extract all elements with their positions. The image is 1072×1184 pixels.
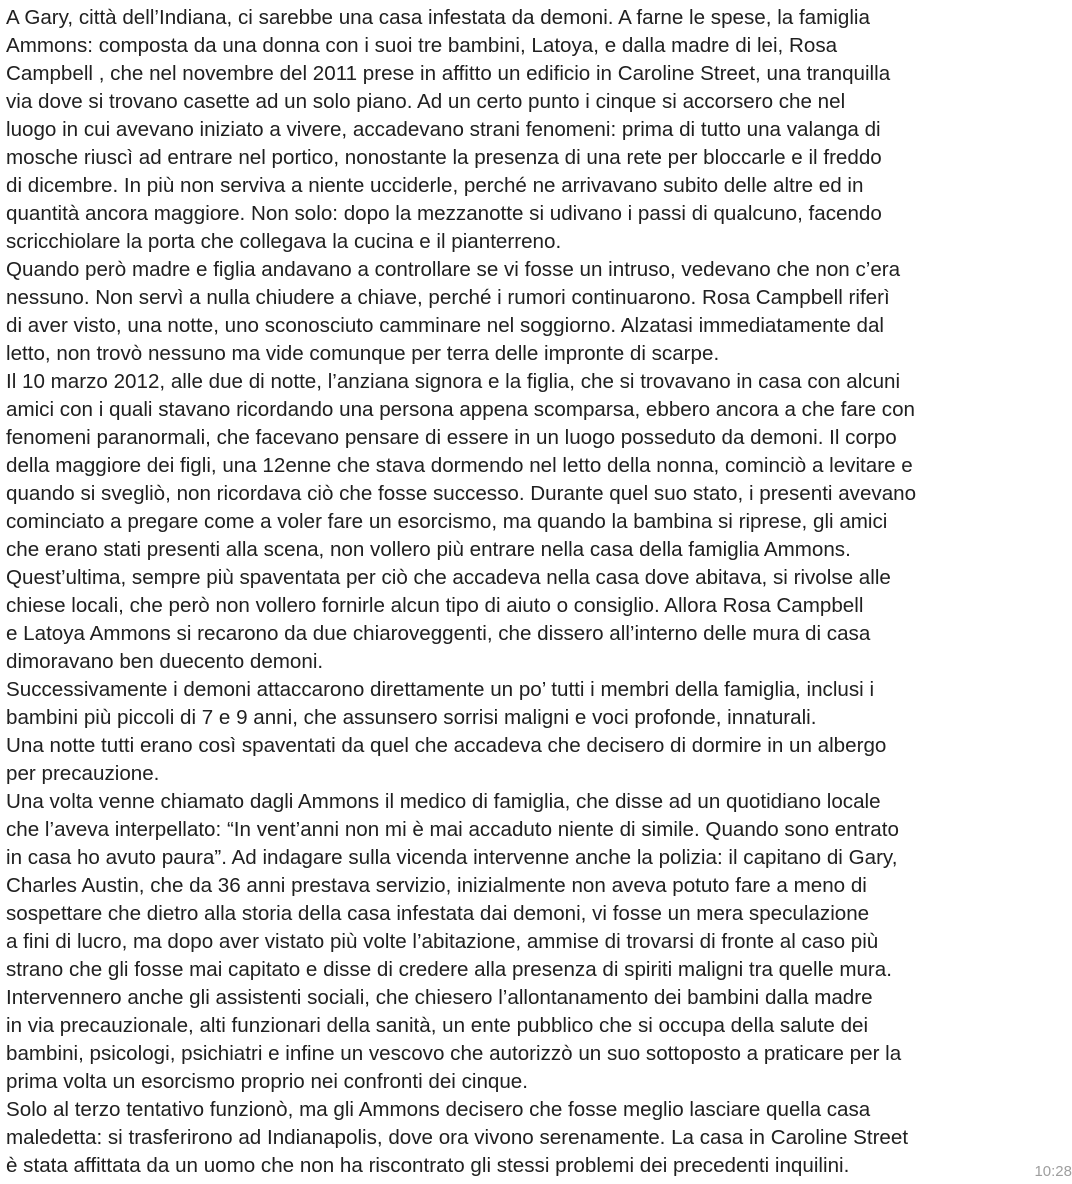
message-line: fenomeni paranormali, che facevano pensare di essere in un luogo posseduto da demoni. Il corpo: [6, 426, 897, 449]
message-line: Intervennero anche gli assistenti sociali, che chiesero l’allontanamento dei bambini dalla madre: [6, 986, 873, 1009]
message-line: Solo al terzo tentativo funzionò, ma gli Ammons decisero che fosse meglio lasciare quella casa: [6, 1098, 871, 1121]
message-line: quantità ancora maggiore. Non solo: dopo la mezzanotte si udivano i passi di qualcuno, facendo: [6, 202, 882, 225]
message-line: e Latoya Ammons si recarono da due chiaroveggenti, che dissero all’interno delle mura di casa: [6, 622, 871, 645]
message-line: bambini più piccoli di 7 e 9 anni, che assunsero sorrisi maligni e voci profonde, innaturali.: [6, 706, 817, 729]
message-line: a fini di lucro, ma dopo aver vistato più volte l’abitazione, ammise di trovarsi di fronte al caso più: [6, 930, 879, 953]
message-line: Campbell , che nel novembre del 2011 prese in affitto un edificio in Caroline Street, una tranquilla: [6, 62, 891, 85]
message-line: amici con i quali stavano ricordando una persona appena scomparsa, ebbero ancora a che fare con: [6, 398, 915, 421]
message-line: A Gary, città dell’Indiana, ci sarebbe una casa infestata da demoni. A farne le spese, la famiglia: [6, 6, 870, 29]
message-line: Una notte tutti erano così spaventati da quel che accadeva che decisero di dormire in un albergo: [6, 734, 887, 757]
message-line: che l’aveva interpellato: “In vent’anni non mi è mai accaduto niente di simile. Quando sono entrato: [6, 818, 899, 841]
message-line: in via precauzionale, alti funzionari della sanità, un ente pubblico che si occupa della salute dei: [6, 1014, 869, 1037]
message-timestamp: 10:28: [1034, 1163, 1072, 1180]
message-line: nessuno. Non servì a nulla chiudere a chiave, perché i rumori continuarono. Rosa Campbell riferì: [6, 286, 890, 309]
message-line: che erano stati presenti alla scena, non vollero più entrare nella casa della famiglia Ammons.: [6, 538, 851, 561]
message-line: Successivamente i demoni attaccarono direttamente un po’ tutti i membri della famiglia, inclusi i: [6, 678, 875, 701]
message-line: dimoravano ben duecento demoni.: [6, 650, 324, 673]
message-line: Una volta venne chiamato dagli Ammons il medico di famiglia, che disse ad un quotidiano locale: [6, 790, 881, 813]
message-line: Quest’ultima, sempre più spaventata per ciò che accadeva nella casa dove abitava, si rivolse alle: [6, 566, 891, 589]
message-line: sospettare che dietro alla storia della casa infestata dai demoni, vi fosse un mera speculazione: [6, 902, 870, 925]
message-line: via dove si trovano casette ad un solo piano. Ad un certo punto i cinque si accorsero che nel: [6, 90, 846, 113]
message-line: della maggiore dei figli, una 12enne che stava dormendo nel letto della nonna, cominciò a levitare e: [6, 454, 913, 477]
message-line: cominciato a pregare come a voler fare un esorcismo, ma quando la bambina si riprese, gli amici: [6, 510, 888, 533]
message-text: [6, 4, 1068, 1180]
message-line: per precauzione.: [6, 762, 160, 785]
message-line: chiese locali, che però non vollero fornirle alcun tipo di aiuto o consiglio. Allora Rosa Campbell: [6, 594, 864, 617]
message-line: di aver visto, una notte, uno sconosciuto camminare nel soggiorno. Alzatasi immediatamente dal: [6, 314, 884, 337]
message-line: mosche riuscì ad entrare nel portico, nonostante la presenza di una rete per bloccarle e il freddo: [6, 146, 882, 169]
message-line: bambini, psicologi, psichiatri e infine un vescovo che autorizzò un suo sottoposto a praticare per la: [6, 1042, 902, 1065]
message-line: Il 10 marzo 2012, alle due di notte, l’anziana signora e la figlia, che si trovavano in casa con alcuni: [6, 370, 901, 393]
message-line: in casa ho avuto paura”. Ad indagare sulla vicenda intervenne anche la polizia: il capitano di Gary,: [6, 846, 898, 869]
message-line: strano che gli fosse mai capitato e disse di credere alla presenza di spiriti maligni tra quelle mura.: [6, 958, 892, 981]
message-line: maledetta: si trasferirono ad Indianapolis, dove ora vivono serenamente. La casa in Caroline Street: [6, 1126, 909, 1149]
message-line: scricchiolare la porta che collegava la cucina e il pianterreno.: [6, 230, 562, 253]
message-line: prima volta un esorcismo proprio nei confronti dei cinque.: [6, 1070, 528, 1093]
message-line: Charles Austin, che da 36 anni prestava servizio, inizialmente non aveva potuto fare a meno di: [6, 874, 867, 897]
message-line: quando si svegliò, non ricordava ciò che fosse successo. Durante quel suo stato, i presenti avevano: [6, 482, 917, 505]
message-line: Quando però madre e figlia andavano a controllare se vi fosse un intruso, vedevano che non c’era: [6, 258, 901, 281]
message-line: Ammons: composta da una donna con i suoi tre bambini, Latoya, e dalla madre di lei, Rosa: [6, 34, 838, 57]
message-line: letto, non trovò nessuno ma vide comunque per terra delle impronte di scarpe.: [6, 342, 720, 365]
message-line: luogo in cui avevano iniziato a vivere, accadevano strani fenomeni: prima di tutto una valanga di: [6, 118, 881, 141]
message-line: di dicembre. In più non serviva a niente ucciderle, perché ne arrivavano subito delle altre ed in: [6, 174, 864, 197]
message-line: è stata affittata da un uomo che non ha riscontrato gli stessi problemi dei precedenti inquilini.: [6, 1154, 850, 1177]
